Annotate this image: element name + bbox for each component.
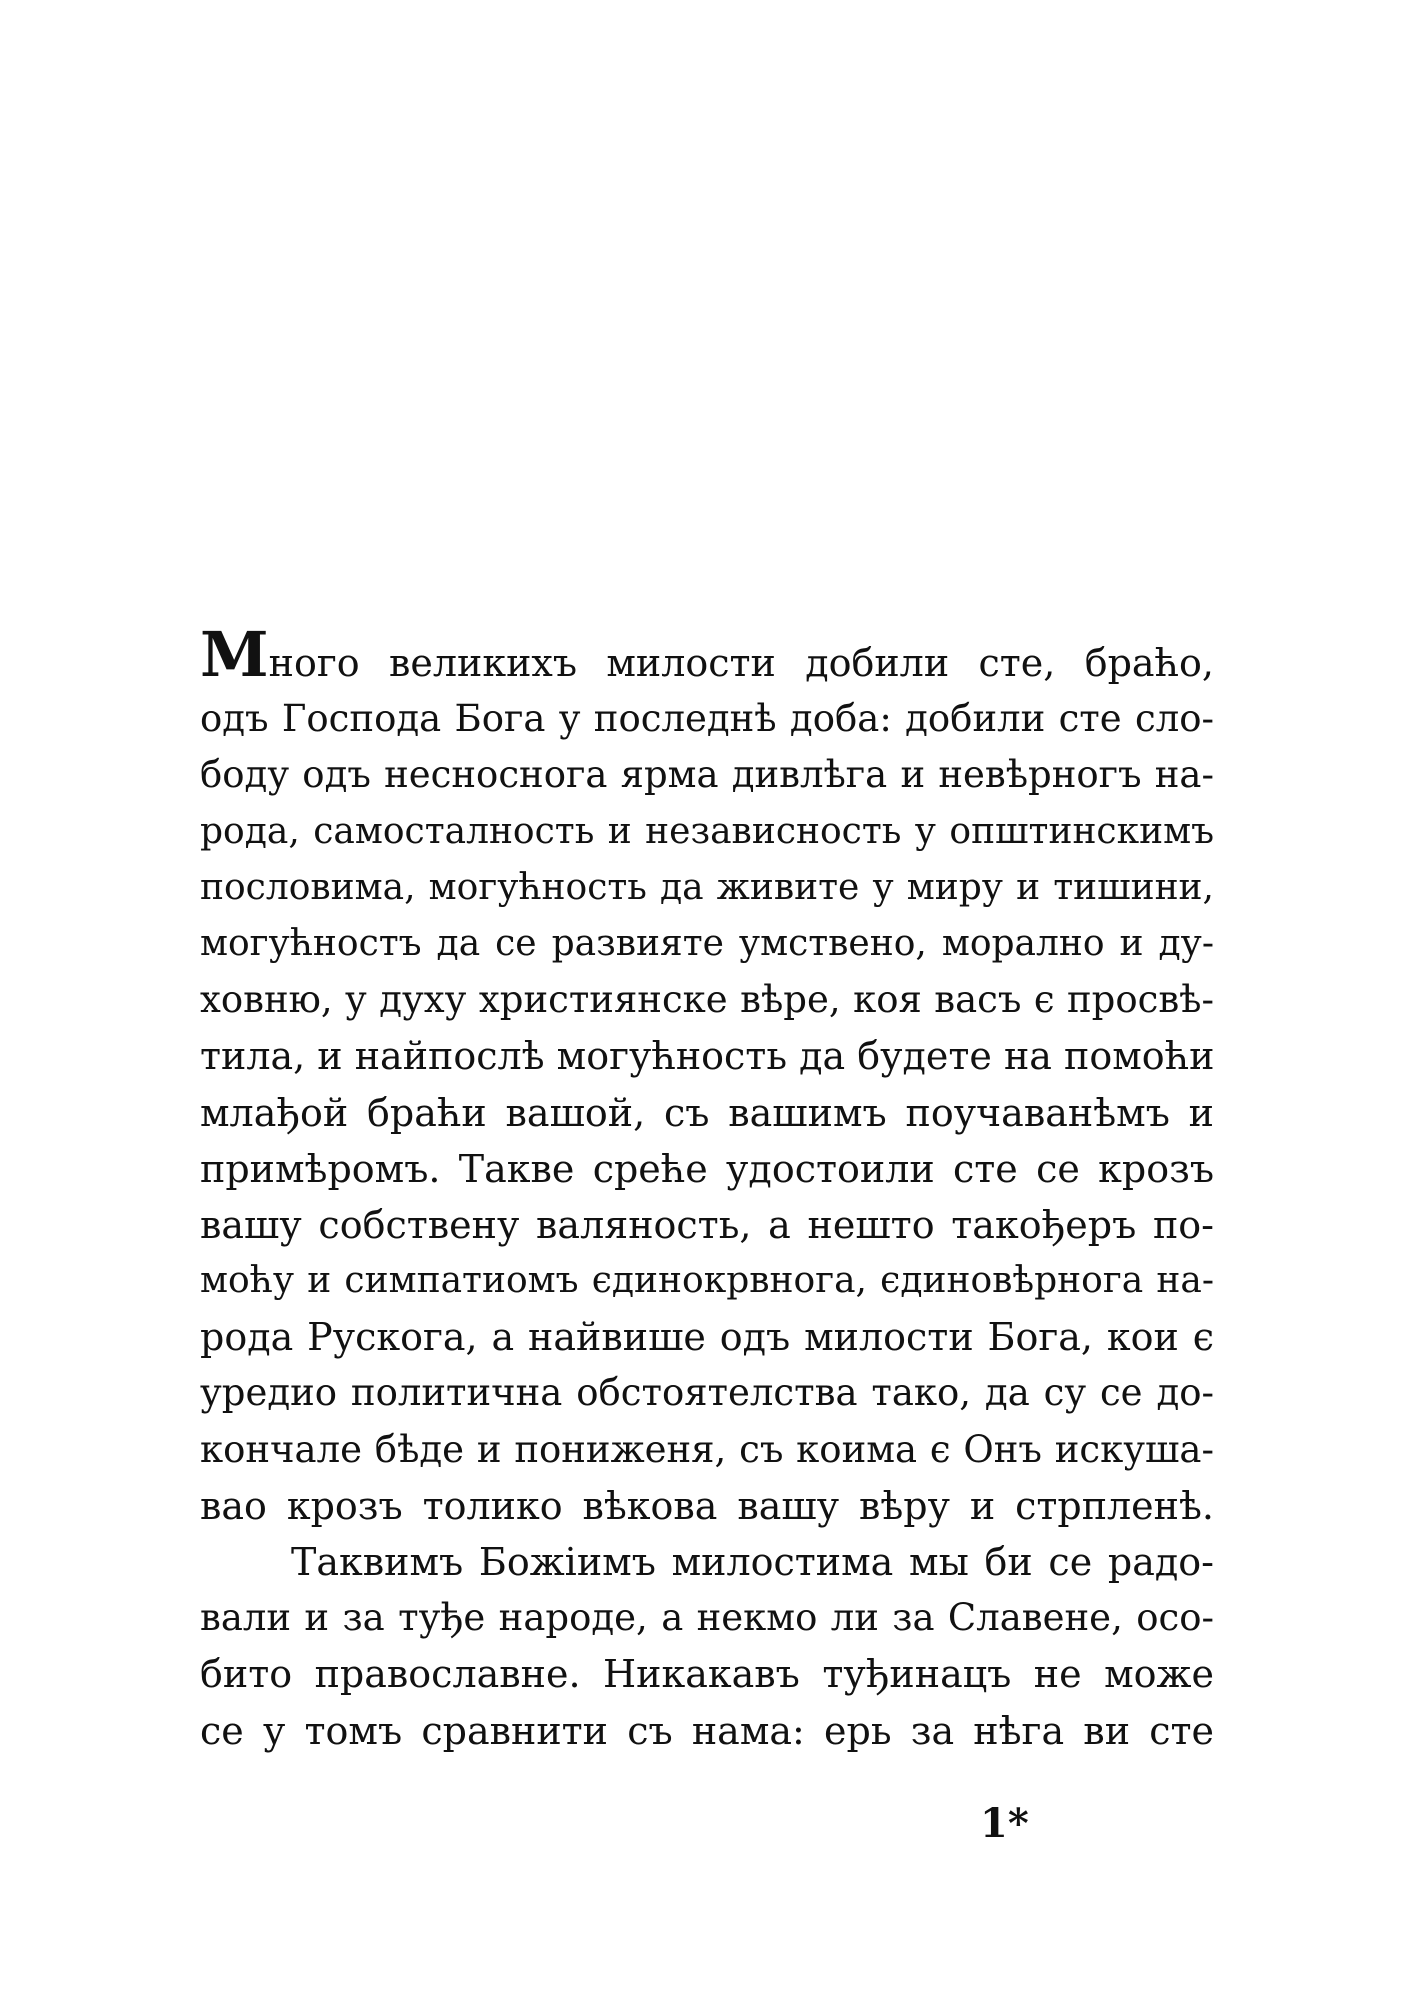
text-line: млађой браћи вашой, съ вашимъ поучаванѣмъ и [200, 1090, 1214, 1135]
text-line: уредио политична обстоятелства тако, да су се до- [200, 1371, 1214, 1415]
page-number: 1* [980, 1800, 1029, 1847]
text-line: моћу и симпатиомъ єдинокрвногa, єдиновѣрногa на- [200, 1260, 1214, 1302]
text-line: боду одъ несносногa ярма дивлѣга и невѣрногъ на- [200, 753, 1214, 797]
paragraph-2-first-line: Таквимъ Божiимъ милостима мы би се радо- [291, 1540, 1214, 1584]
text-line: рода Рускога, а найвише одъ милости Бога, кои є [200, 1315, 1214, 1360]
paragraph-1-first-line [200, 618, 1214, 691]
paragraph-1-last-line: вао крозъ толико вѣкова вашу вѣру и стрпленѣ. [200, 1483, 1214, 1528]
text-line: пословима, могућность да живите у миру и тишини, [200, 866, 1214, 908]
text-line: кончале бѣде и пониженя, съ коима є Онъ искуша- [200, 1427, 1214, 1471]
text-line: бито православне. Никакавъ туђинацъ не може [200, 1652, 1214, 1697]
text-line: тила, и найпослѣ могућность да будете на помоћи [200, 1034, 1215, 1079]
text-line: вали и за туђе народе, а некмо ли за Славене, осо- [200, 1596, 1214, 1640]
text-line: могућностъ да се развияте умствено, морално и ду- [200, 922, 1214, 964]
text-line: одъ Господа Бога у последнѣ доба: добили сте сло- [200, 697, 1214, 741]
drop-cap-initial: М [200, 618, 269, 691]
text-line: ховню, у духу християнске вѣре, коя васъ є просвѣ- [200, 978, 1214, 1022]
text-line: рода, самосталность и независность у општинскимъ [200, 810, 1214, 852]
body-text [200, 618, 1215, 1759]
first-line-text: ного великихъ милости добили сте, браћо, [268, 641, 1214, 685]
text-line: се у томъ сравнити съ нама: ерь за нѣга ви сте [200, 1708, 1214, 1753]
text-line: примѣромъ. Такве среће удостоили сте се крозъ [200, 1146, 1214, 1191]
text-line: вашу собствену валяность, а нешто такођеръ по- [200, 1202, 1214, 1247]
